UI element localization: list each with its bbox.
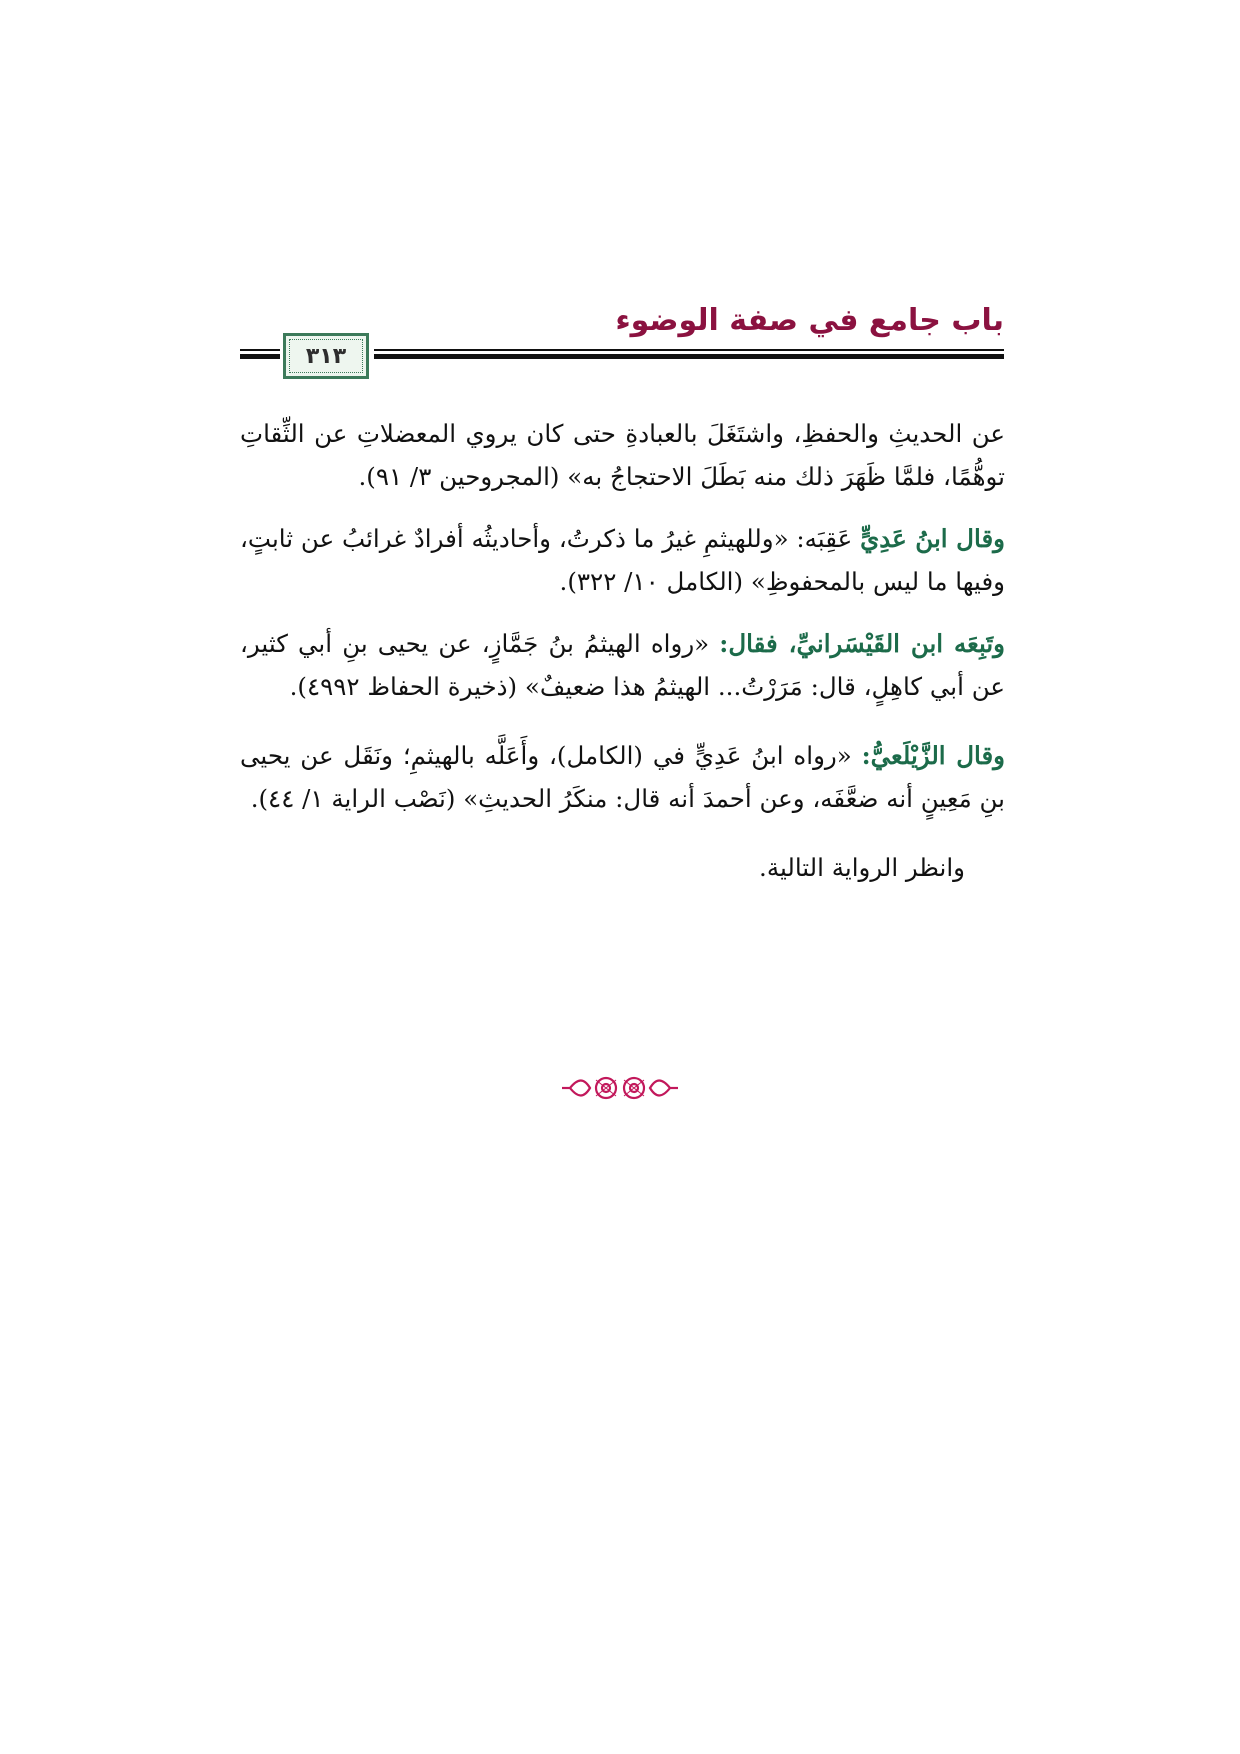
paragraph-2-lead: وقال ابنُ عَدِيٍّ xyxy=(860,524,1005,553)
page-number: ٣١٣ xyxy=(305,343,347,369)
paragraph-2 xyxy=(240,517,1005,603)
header-rule-right xyxy=(374,349,1004,359)
paragraph-1 xyxy=(240,412,1005,498)
floral-divider-icon xyxy=(560,1068,680,1108)
body-text xyxy=(240,412,1005,908)
paragraph-5 xyxy=(240,846,1005,889)
paragraph-3-lead: وتَبِعَه ابن القَيْسَرانيِّ، فقال: xyxy=(719,629,1005,658)
paragraph-3-text: «رواه الهيثمُ بنُ جَمَّازٍ، عن يحيى بنِ أبي كثير، عن أبي كاهِلٍ، قال: مَرَرْتُ... الهيثمُ هذا ضعيفٌ» (ذخيرة الحفاظ ٤٩٩٢). xyxy=(240,629,1005,701)
paragraph-4-text: «رواه ابنُ عَدِيٍّ في (الكامل)، وأَعَلَّه بالهيثمِ؛ ونَقَل عن يحيى بنِ مَعِينٍ أنه ضعَّفَه، وعن أحمدَ أنه قال: منكَرُ الحديثِ» (نَصْب الراية ١/ ٤٤). xyxy=(240,741,1005,813)
header-rule-left xyxy=(240,349,280,359)
paragraph-5-text: وانظر الرواية التالية. xyxy=(759,853,965,882)
paragraph-4 xyxy=(240,734,1005,820)
paragraph-2-text: عَقِبَه: «وللهيثمِ غيرُ ما ذكرتُ، وأحاديثُه أفرادٌ غرائبُ عن ثابتٍ، وفيها ما ليس بالمحفوظِ» (الكامل ١٠/ ٣٢٢). xyxy=(240,524,1005,596)
paragraph-4-lead: وقال الزَّيْلَعيُّ: xyxy=(861,741,1005,770)
page-number-frame-icon xyxy=(283,333,369,379)
chapter-title: باب جامع في صفة الوضوء xyxy=(615,303,1004,338)
paragraph-3 xyxy=(240,622,1005,708)
paragraph-1-text: عن الحديثِ والحفظِ، واشتَغَلَ بالعبادةِ حتى كان يروي المعضلاتِ عن الثِّقاتِ توهُّمًا، فلمَّا ظَهَرَ ذلك منه بَطَلَ الاحتجاجُ به» (المجروحين ٣/ ٩١). xyxy=(240,419,1005,491)
